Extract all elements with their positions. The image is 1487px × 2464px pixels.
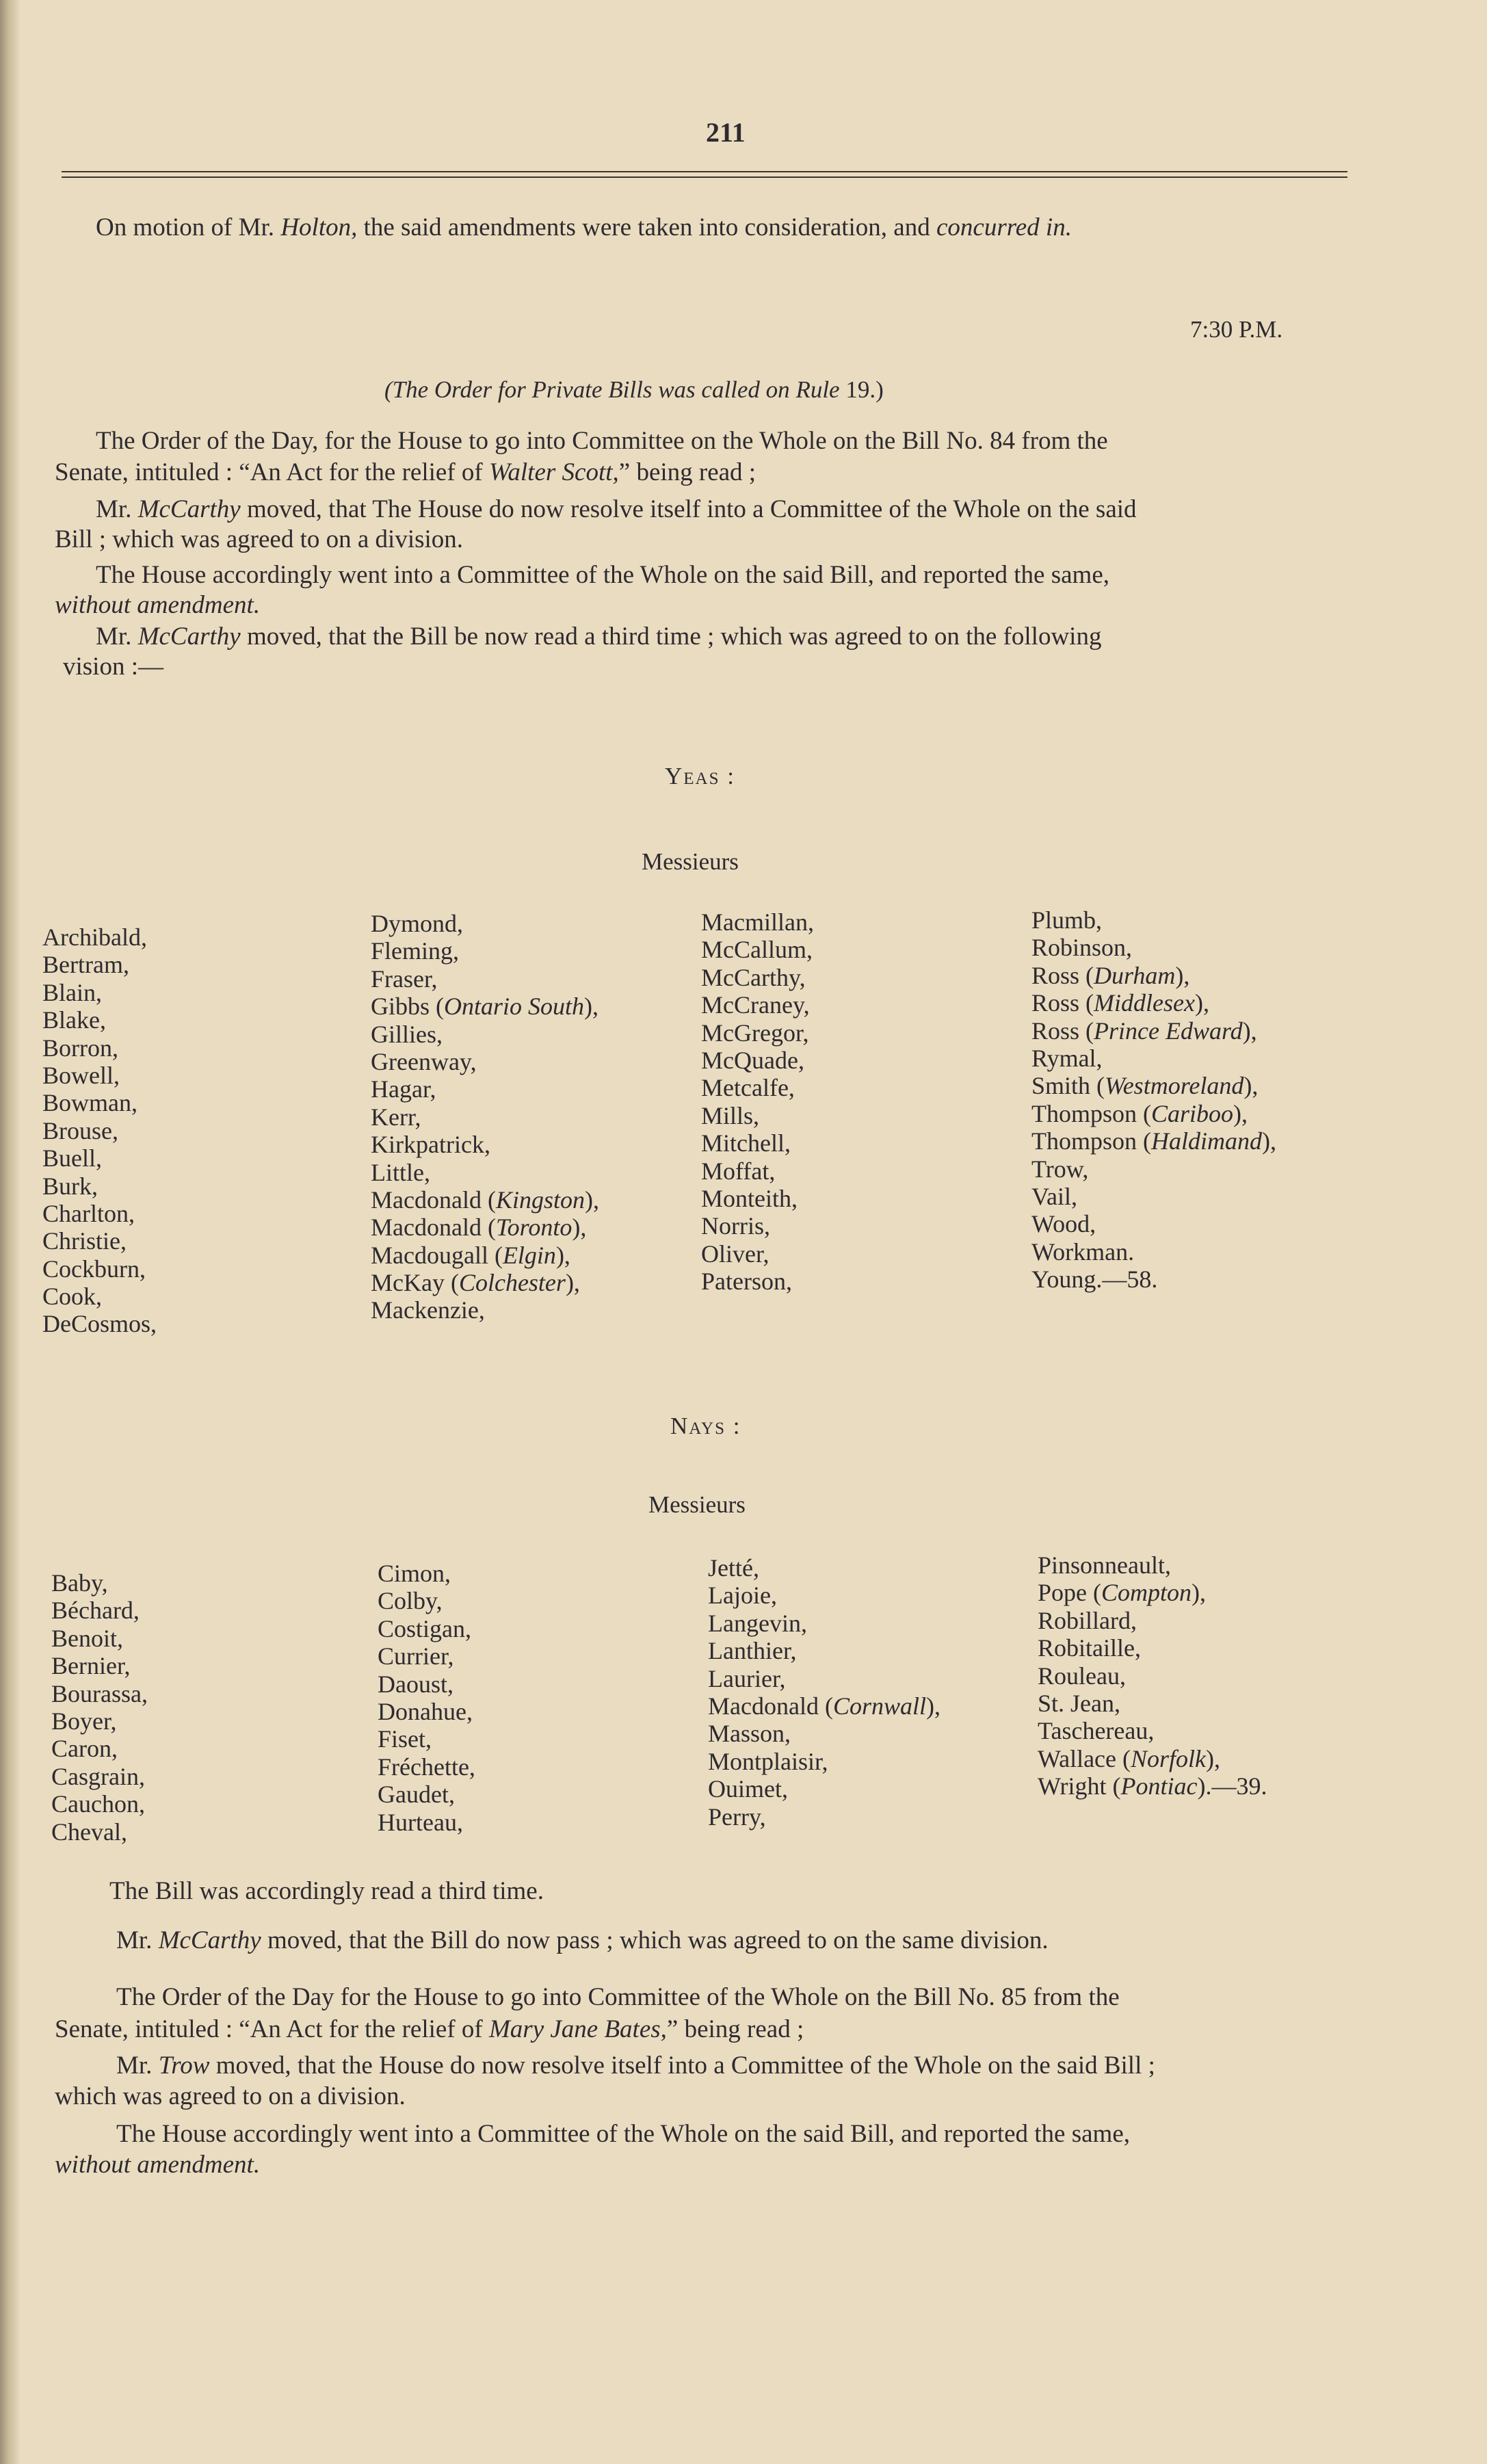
member-name: Cockburn, [42,1255,146,1283]
member-name: Kirkpatrick, [371,1131,490,1159]
third-reading-motion-line1: Mr. McCarthy moved, that the Bill be now read a third time ; which was agreed to on the following [96,622,1102,651]
member-name: Langevin, [708,1609,807,1637]
member-name: St. Jean, [1038,1689,1120,1717]
member-name: Borron, [42,1034,118,1062]
member-name: Plumb, [1031,906,1103,934]
constituency: Kingston [495,1185,585,1214]
member-name: Donahue, [378,1697,473,1725]
member-name: Vail, [1031,1182,1077,1210]
mccarthy-motion-committee-line2: Bill ; which was agreed to on a division. [55,525,464,553]
member-name: Wright (Pontiac).—39. [1038,1772,1267,1800]
member-name: Fiset, [378,1725,432,1753]
yeas-heading: Yeas : [665,763,735,789]
constituency: Compton [1101,1579,1192,1607]
member-name: Bernier, [51,1652,131,1680]
member-name: Charlton, [42,1199,135,1227]
member-name: Gibbs (Ontario South), [371,993,599,1021]
member-name: Young.—58. [1031,1266,1158,1294]
member-name: Fraser, [371,965,438,993]
constituency: Cornwall [832,1692,926,1720]
nays-column-3 [708,1554,940,1831]
member-name: Buell, [42,1144,102,1172]
constituency: Elgin [502,1241,556,1269]
member-name: Cook, [42,1283,103,1311]
constituency: Middlesex [1094,989,1195,1017]
session-time: 7:30 P.M. [1190,316,1283,343]
yeas-column-1 [42,923,157,1338]
nays-messieurs: Messieurs [648,1491,746,1518]
member-name: Costigan, [378,1614,472,1642]
member-name: Archibald, [42,923,147,951]
committee-report-85-line1: The House accordingly went into a Committee of the Whole on the said Bill, and reported the same, [116,2120,1131,2148]
member-name: Ross (Durham), [1031,961,1190,989]
member-name: Greenway, [371,1047,477,1075]
member-name: Perry, [708,1803,766,1831]
member-name: Baby, [51,1569,108,1597]
member-name: Macdonald (Toronto), [371,1214,587,1242]
member-name: Hurteau, [378,1808,463,1836]
constituency: Toronto [495,1214,573,1242]
header-rule-top [62,171,1347,172]
member-name: Casgrain, [51,1762,145,1790]
member-name: Hagar, [371,1075,436,1103]
member-name: Jetté, [708,1554,759,1582]
member-name: Bourassa, [51,1679,148,1707]
member-name: Macmillan, [701,908,814,936]
member-name: Caron, [51,1735,118,1763]
committee-report-line1: The House accordingly went into a Committee of the Whole on the said Bill, and reported the same, [96,561,1110,589]
mccarthy-motion-committee-line1: Mr. McCarthy moved, that The House do now resolve itself into a Committee of the Whole on the said [96,495,1137,523]
member-name: Masson, [708,1720,791,1748]
member-name: Dymond, [371,910,463,937]
member-name: Wood, [1031,1210,1096,1238]
member-name: Bowman, [42,1089,137,1117]
member-name: Wallace (Norfolk), [1038,1744,1221,1772]
member-name: Cheval, [51,1818,127,1846]
member-name: Macdonald (Kingston), [371,1185,599,1214]
member-name: Kerr, [371,1103,421,1131]
trow-motion-line1: Mr. Trow moved, that the House do now resolve itself into a Committee of the Whole on the said Bill ; [116,2052,1155,2080]
member-name: Christie, [42,1227,127,1255]
member-name: Lanthier, [708,1637,797,1665]
member-name: Fleming, [371,937,460,965]
member-name: Little, [371,1158,430,1186]
committee-report-85-line2: without amendment. [55,2151,261,2179]
yeas-column-4 [1031,906,1276,1293]
nays-column-2 [378,1560,475,1836]
committee-report-line2: without amendment. [55,591,261,619]
member-name: Rymal, [1031,1044,1103,1072]
third-reading-motion-line2: vision :— [63,653,163,681]
member-name: Béchard, [51,1597,140,1625]
member-name: Taschereau, [1038,1717,1155,1745]
member-name: Pinsonneault, [1038,1551,1171,1579]
member-name: Pope (Compton), [1038,1579,1207,1607]
member-name: Mills, [701,1101,760,1129]
constituency: Prince Edward [1094,1017,1243,1045]
yeas-column-3 [701,908,814,1295]
member-name: Cauchon, [51,1790,145,1818]
constituency: Norfolk [1131,1744,1207,1772]
member-name: Laurier, [708,1664,786,1692]
member-name: Montplaisir, [708,1747,828,1775]
member-name: Cimon, [378,1560,451,1587]
member-name: Bertram, [42,951,129,979]
member-name: Thompson (Cariboo), [1031,1099,1248,1127]
order-day-bill-85-line2: Senate, intituled : “An Act for the relief of Mary Jane Bates,” being read ; [55,2015,804,2043]
member-name: Oliver, [701,1240,769,1268]
constituency: Cariboo [1151,1099,1234,1127]
member-name: McCarthy, [701,963,806,991]
nays-column-1 [51,1570,148,1846]
mccarthy-motion-pass: Mr. McCarthy moved, that the Bill do now pass ; which was agreed to on the same division. [116,1926,1049,1954]
member-name: McGregor, [701,1019,809,1047]
order-day-bill-84-line1: The Order of the Day, for the House to go into Committee on the Whole on the Bill No. 84 from the [96,427,1108,455]
bill-read-third-time: The Bill was accordingly read a third time. [109,1877,544,1905]
member-name: Daoust, [378,1670,453,1698]
constituency: Haldimand [1151,1127,1262,1155]
member-name: Benoit, [51,1624,123,1652]
header-rule-bottom [62,176,1347,178]
member-name: Thompson (Haldimand), [1031,1127,1276,1155]
member-name: McCraney, [701,991,810,1019]
member-name: Metcalfe, [701,1074,795,1102]
member-name: Moffat, [701,1157,776,1185]
member-name: Trow, [1031,1155,1089,1183]
constituency: Ontario South [444,993,585,1021]
member-name: DeCosmos, [42,1310,157,1338]
yeas-messieurs: Messieurs [642,848,739,875]
member-name: Norris, [701,1212,770,1240]
member-name: McCallum, [701,936,813,964]
member-name: Colby, [378,1587,443,1615]
nays-column-4 [1038,1551,1267,1800]
member-name: Ouimet, [708,1775,788,1803]
member-name: McKay (Colchester), [371,1269,580,1297]
member-name: Workman. [1031,1237,1135,1266]
member-name: McQuade, [701,1046,804,1074]
member-name: Macdonald (Cornwall), [708,1692,940,1720]
constituency: Westmoreland [1105,1072,1244,1100]
member-name: Currier, [378,1642,454,1670]
yeas-column-2 [371,910,599,1324]
member-name: Mackenzie, [371,1296,485,1324]
member-name: Monteith, [701,1184,798,1212]
motion-holton-paragraph: On motion of Mr. Holton, the said amendments were taken into consideration, and concurred in. [96,213,1072,241]
trow-motion-line2: which was agreed to on a division. [55,2082,406,2110]
member-name: Ross (Middlesex), [1031,989,1209,1017]
constituency: Pontiac [1120,1772,1198,1800]
member-name: Brouse, [42,1116,118,1144]
member-name: Bowell, [42,1061,120,1089]
member-name: Ross (Prince Edward), [1031,1017,1257,1045]
member-name: Robinson, [1031,934,1133,962]
order-day-bill-84-line2: Senate, intituled : “An Act for the relief of Walter Scott,” being read ; [55,458,756,486]
member-name: Paterson, [701,1268,792,1296]
member-name: Rouleau, [1038,1662,1126,1690]
member-name: Gaudet, [378,1781,455,1809]
member-name: Robitaille, [1038,1634,1141,1662]
member-name: Blain, [42,978,102,1006]
member-name: Lajoie, [708,1582,777,1610]
member-name: Blake, [42,1006,106,1034]
constituency: Durham [1094,961,1176,989]
order-day-bill-85-line1: The Order of the Day for the House to go into Committee of the Whole on the Bill No. 85 from the [116,1983,1120,2011]
page-number: 211 [706,117,746,148]
constituency: Colchester [458,1269,566,1297]
member-name: Robillard, [1038,1606,1137,1634]
member-name: Macdougall (Elgin), [371,1241,570,1269]
book-binding-shadow [0,0,21,2464]
member-name: Smith (Westmoreland), [1031,1072,1259,1100]
member-name: Gillies, [371,1020,443,1048]
nays-heading: Nays : [670,1413,741,1439]
member-name: Mitchell, [701,1129,791,1157]
member-name: Fréchette, [378,1753,475,1781]
member-name: Burk, [42,1172,98,1200]
member-name: Boyer, [51,1707,117,1735]
order-private-bills-note: (The Order for Private Bills was called on Rule 19.) [384,376,884,403]
